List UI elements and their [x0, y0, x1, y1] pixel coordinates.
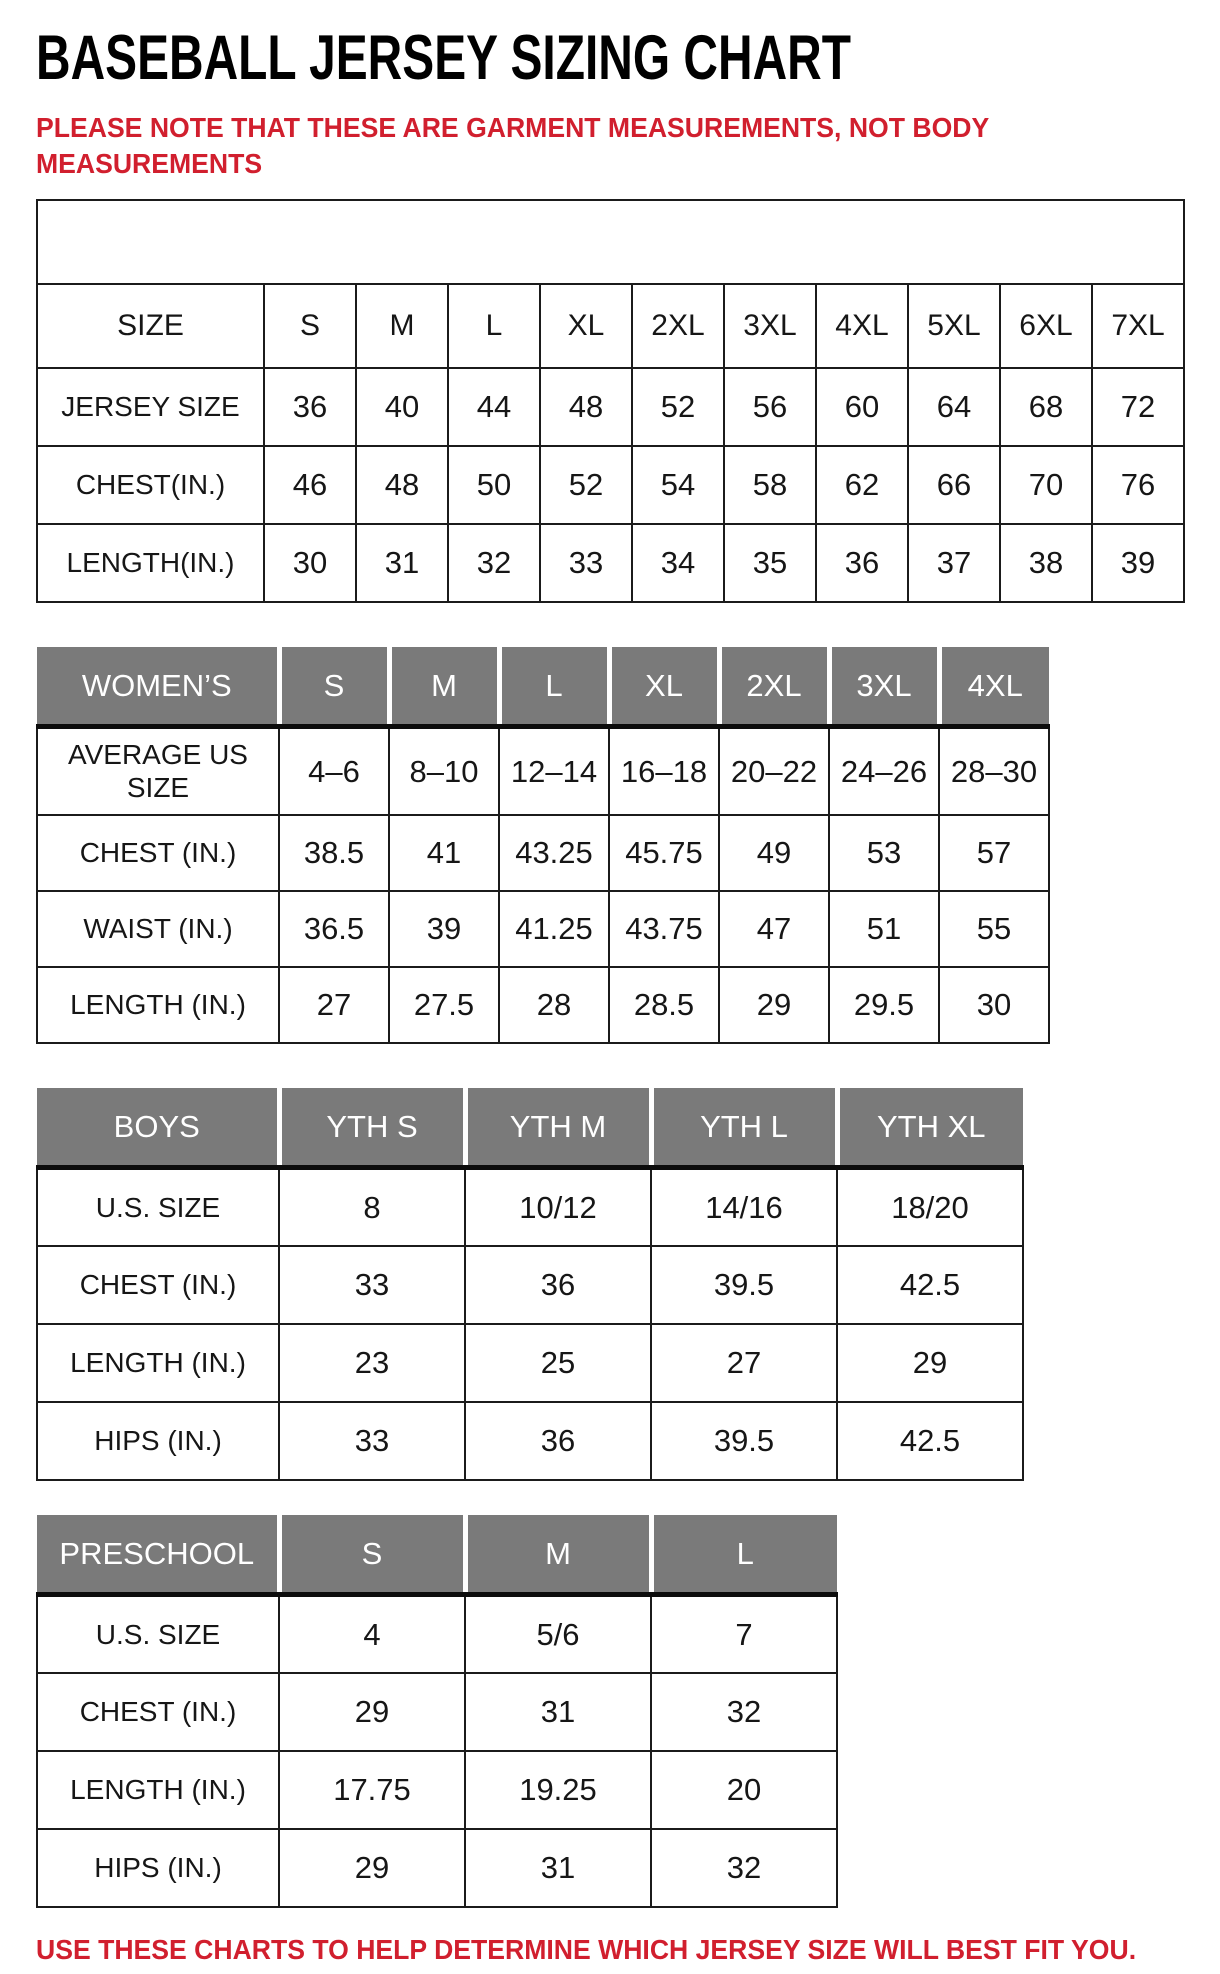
- value-cell: 30: [939, 967, 1049, 1043]
- row-label-cell: LENGTH(IN.): [37, 524, 264, 602]
- womens-waist-row: [37, 891, 1049, 967]
- value-cell: 31: [465, 1829, 651, 1907]
- value-cell: 39: [389, 891, 499, 967]
- row-label-cell: CHEST(IN.): [37, 446, 264, 524]
- value-cell: 32: [448, 524, 540, 602]
- value-cell: 43.75: [609, 891, 719, 967]
- value-cell: 27: [279, 967, 389, 1043]
- boys-sizing-table: [36, 1088, 1024, 1481]
- preschool-hips-row: [37, 1829, 837, 1907]
- value-cell: 20: [651, 1751, 837, 1829]
- value-cell: 38.5: [279, 815, 389, 891]
- value-cell: 5/6: [465, 1595, 651, 1673]
- value-cell: 7: [651, 1595, 837, 1673]
- value-cell: 34: [632, 524, 724, 602]
- value-cell: 19.25: [465, 1751, 651, 1829]
- value-cell: 50: [448, 446, 540, 524]
- col-header-cell: 6XL: [1000, 284, 1092, 368]
- value-cell: 27.5: [389, 967, 499, 1043]
- value-cell: 31: [465, 1673, 651, 1751]
- value-cell: 49: [719, 815, 829, 891]
- value-cell: 66: [908, 446, 1000, 524]
- value-cell: 48: [540, 368, 632, 446]
- col-header-cell: YTH L: [651, 1088, 837, 1168]
- boys-us-size-row: [37, 1168, 1023, 1246]
- value-cell: 17.75: [279, 1751, 465, 1829]
- row-label-cell: JERSEY SIZE: [37, 368, 264, 446]
- col-header-cell: 7XL: [1092, 284, 1184, 368]
- row-label-cell: HIPS (IN.): [37, 1829, 279, 1907]
- value-cell: 28–30: [939, 727, 1049, 815]
- value-cell: 4–6: [279, 727, 389, 815]
- fit-note-text: USE THESE CHARTS TO HELP DETERMINE WHICH JERSEY SIZE WILL BEST FIT YOU.: [36, 1933, 1137, 1965]
- fit-note: [36, 1934, 1184, 1966]
- value-cell: 36: [465, 1246, 651, 1324]
- value-cell: 37: [908, 524, 1000, 602]
- value-cell: 56: [724, 368, 816, 446]
- mens-banner-text: MEN’S AUTHENTIC JERSEYS: [355, 220, 866, 262]
- value-cell: 20–22: [719, 727, 829, 815]
- boys-header-row: [37, 1088, 1023, 1168]
- measurement-note: [36, 110, 1184, 183]
- value-cell: 35: [724, 524, 816, 602]
- value-cell: 10/12: [465, 1168, 651, 1246]
- value-cell: 53: [829, 815, 939, 891]
- mens-banner-row: [37, 200, 1184, 284]
- boys-hips-row: [37, 1402, 1023, 1480]
- mens-banner-cell: [37, 200, 1184, 284]
- value-cell: 12–14: [499, 727, 609, 815]
- value-cell: 32: [651, 1829, 837, 1907]
- value-cell: 55: [939, 891, 1049, 967]
- value-cell: 23: [279, 1324, 465, 1402]
- value-cell: 28.5: [609, 967, 719, 1043]
- value-cell: 33: [279, 1246, 465, 1324]
- col-header-cell: 2XL: [632, 284, 724, 368]
- col-header-cell: L: [448, 284, 540, 368]
- col-header-cell: S: [279, 1515, 465, 1595]
- value-cell: 29: [719, 967, 829, 1043]
- value-cell: 45.75: [609, 815, 719, 891]
- row-label-cell: U.S. SIZE: [37, 1168, 279, 1246]
- mens-jersey-size-row: [37, 368, 1184, 446]
- row-label-cell: HIPS (IN.): [37, 1402, 279, 1480]
- value-cell: 36: [465, 1402, 651, 1480]
- col-header-cell: 4XL: [816, 284, 908, 368]
- value-cell: 36: [264, 368, 356, 446]
- col-header-cell: M: [465, 1515, 651, 1595]
- row-label-cell: AVERAGE US SIZE: [37, 727, 279, 815]
- value-cell: 52: [632, 368, 724, 446]
- row-label-cell: LENGTH (IN.): [37, 1324, 279, 1402]
- value-cell: 62: [816, 446, 908, 524]
- mens-length-row: [37, 524, 1184, 602]
- value-cell: 41.25: [499, 891, 609, 967]
- value-cell: 28: [499, 967, 609, 1043]
- value-cell: 36: [816, 524, 908, 602]
- value-cell: 46: [264, 446, 356, 524]
- col-header-cell: YTH XL: [837, 1088, 1023, 1168]
- value-cell: 29: [279, 1673, 465, 1751]
- measurement-note-line2: MEASUREMENTS: [36, 148, 263, 180]
- value-cell: 39: [1092, 524, 1184, 602]
- row-label-cell: U.S. SIZE: [37, 1595, 279, 1673]
- preschool-sizing-table: [36, 1515, 838, 1908]
- value-cell: 8–10: [389, 727, 499, 815]
- value-cell: 42.5: [837, 1402, 1023, 1480]
- value-cell: 16–18: [609, 727, 719, 815]
- col-header-cell: XL: [609, 647, 719, 727]
- col-header-cell: M: [356, 284, 448, 368]
- womens-sizing-table: [36, 647, 1050, 1044]
- col-header-cell: 5XL: [908, 284, 1000, 368]
- value-cell: 32: [651, 1673, 837, 1751]
- row-label-cell: CHEST (IN.): [37, 1246, 279, 1324]
- value-cell: 29: [279, 1829, 465, 1907]
- row-label-cell: LENGTH (IN.): [37, 1751, 279, 1829]
- col-header-cell: WOMEN’S: [37, 647, 279, 727]
- mens-chest-row: [37, 446, 1184, 524]
- value-cell: 43.25: [499, 815, 609, 891]
- page-title-text: BASEBALL JERSEY SIZING CHART: [36, 23, 851, 93]
- value-cell: 39.5: [651, 1246, 837, 1324]
- page-title: [36, 23, 1184, 96]
- value-cell: 40: [356, 368, 448, 446]
- col-header-cell: 2XL: [719, 647, 829, 727]
- womens-us-size-row: [37, 727, 1049, 815]
- value-cell: 57: [939, 815, 1049, 891]
- value-cell: 27: [651, 1324, 837, 1402]
- preschool-header-row: [37, 1515, 837, 1595]
- col-header-cell: L: [499, 647, 609, 727]
- value-cell: 18/20: [837, 1168, 1023, 1246]
- value-cell: 4: [279, 1595, 465, 1673]
- value-cell: 33: [279, 1402, 465, 1480]
- col-header-cell: S: [279, 647, 389, 727]
- row-label-cell: LENGTH (IN.): [37, 967, 279, 1043]
- value-cell: 29.5: [829, 967, 939, 1043]
- value-cell: 72: [1092, 368, 1184, 446]
- value-cell: 64: [908, 368, 1000, 446]
- value-cell: 31: [356, 524, 448, 602]
- col-header-cell: YTH S: [279, 1088, 465, 1168]
- womens-header-row: [37, 647, 1049, 727]
- value-cell: 54: [632, 446, 724, 524]
- value-cell: 42.5: [837, 1246, 1023, 1324]
- col-header-cell: PRESCHOOL: [37, 1515, 279, 1595]
- col-header-cell: 4XL: [939, 647, 1049, 727]
- value-cell: 24–26: [829, 727, 939, 815]
- row-label-cell: CHEST (IN.): [37, 815, 279, 891]
- value-cell: 76: [1092, 446, 1184, 524]
- value-cell: 39.5: [651, 1402, 837, 1480]
- value-cell: 38: [1000, 524, 1092, 602]
- col-header-cell: 3XL: [829, 647, 939, 727]
- value-cell: 47: [719, 891, 829, 967]
- row-label-cell: CHEST (IN.): [37, 1673, 279, 1751]
- preschool-us-size-row: [37, 1595, 837, 1673]
- value-cell: 51: [829, 891, 939, 967]
- value-cell: 14/16: [651, 1168, 837, 1246]
- value-cell: 8: [279, 1168, 465, 1246]
- col-header-cell: 3XL: [724, 284, 816, 368]
- value-cell: 44: [448, 368, 540, 446]
- value-cell: 70: [1000, 446, 1092, 524]
- row-label-cell: WAIST (IN.): [37, 891, 279, 967]
- value-cell: 36.5: [279, 891, 389, 967]
- value-cell: 29: [837, 1324, 1023, 1402]
- value-cell: 33: [540, 524, 632, 602]
- womens-length-row: [37, 967, 1049, 1043]
- col-header-cell: BOYS: [37, 1088, 279, 1168]
- value-cell: 58: [724, 446, 816, 524]
- mens-sizing-table: [36, 199, 1185, 603]
- col-header-cell: YTH M: [465, 1088, 651, 1168]
- boys-length-row: [37, 1324, 1023, 1402]
- value-cell: 68: [1000, 368, 1092, 446]
- value-cell: 48: [356, 446, 448, 524]
- row-label-cell: SIZE: [37, 284, 264, 368]
- value-cell: 30: [264, 524, 356, 602]
- value-cell: 41: [389, 815, 499, 891]
- preschool-chest-row: [37, 1673, 837, 1751]
- value-cell: 52: [540, 446, 632, 524]
- col-header-cell: XL: [540, 284, 632, 368]
- measurement-note-line1: PLEASE NOTE THAT THESE ARE GARMENT MEASUREMENTS, NOT BODY: [36, 112, 990, 143]
- preschool-length-row: [37, 1751, 837, 1829]
- col-header-cell: M: [389, 647, 499, 727]
- col-header-cell: S: [264, 284, 356, 368]
- mens-size-header-row: [37, 284, 1184, 368]
- value-cell: 25: [465, 1324, 651, 1402]
- womens-chest-row: [37, 815, 1049, 891]
- col-header-cell: L: [651, 1515, 837, 1595]
- boys-chest-row: [37, 1246, 1023, 1324]
- value-cell: 60: [816, 368, 908, 446]
